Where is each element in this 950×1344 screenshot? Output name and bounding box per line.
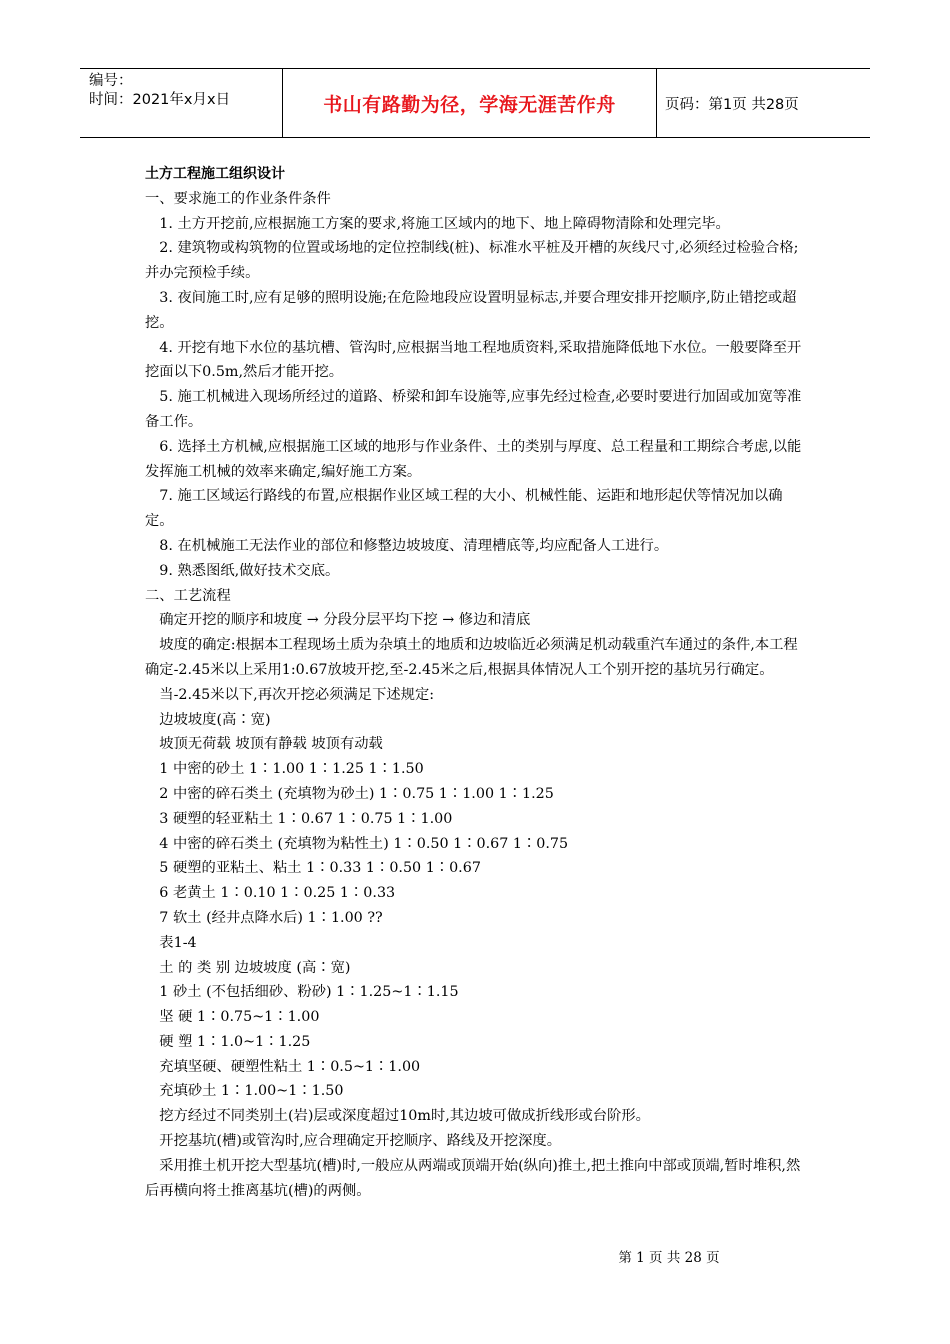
table-line: 1 中密的砂土 1∶1.00 1∶1.25 1∶1.50 (159, 761, 424, 778)
paragraph: 4. 开挖有地下水位的基坑槽、管沟时,应根据当地工程地质资料,采取措施降低地下水位。一般要降至开挖面以下0.5m,然后才能开挖。 (145, 339, 802, 381)
paragraph: 8. 在机械施工无法作业的部位和修整边坡坡度、清理槽底等,均应配备人工进行。 (159, 537, 669, 554)
table-line: 7 软土 (经井点降水后) 1∶1.00 ?? (159, 909, 383, 926)
paragraph: 采用推土机开挖大型基坑(槽)时,一般应从两端或顶端开始(纵向)推土,把土推向中部或顶端,暂时堆积,然后再横向将土推离基坑(槽)的两侧。 (145, 1157, 801, 1199)
document-body (145, 162, 810, 1203)
table-line: 边坡坡度(高∶宽) (159, 711, 271, 728)
table-line: 硬 塑 1∶1.0~1∶1.25 (159, 1033, 311, 1050)
section-heading: 二、工艺流程 (145, 587, 231, 604)
table-line: 充填坚硬、硬塑性粘土 1∶0.5~1∶1.00 (159, 1058, 421, 1075)
paragraph: 9. 熟悉图纸,做好技术交底。 (159, 562, 340, 579)
table-line: 1 砂土 (不包括细砂、粉砂) 1∶1.25~1∶1.15 (159, 984, 459, 1001)
paragraph: 挖方经过不同类别土(岩)层或深度超过10m时,其边坡可做成折线形或台阶形。 (159, 1108, 650, 1125)
page-footer: 第 1 页 共 28 页 (618, 1250, 720, 1266)
table-line: 坚 硬 1∶0.75~1∶1.00 (159, 1009, 320, 1026)
table-line: 2 中密的碎石类土 (充填物为砂土) 1∶0.75 1∶1.00 1∶1.25 (159, 785, 554, 802)
table-caption: 表1-4 (159, 934, 197, 951)
header-page-number: 页码：第1页 共28页 (665, 96, 799, 113)
table-line: 坡顶无荷载 坡顶有静载 坡顶有动载 (159, 736, 383, 753)
paragraph: 当-2.45米以下,再次开挖必须满足下述规定: (159, 686, 435, 703)
table-line: 6 老黄土 1∶0.10 1∶0.25 1∶0.33 (159, 885, 396, 902)
header-motto: 书山有路勤为径，学海无涯苦作舟 (283, 69, 657, 137)
paragraph: 1. 土方开挖前,应根据施工方案的要求,将施工区域内的地下、地上障碍物清除和处理完毕。 (159, 215, 730, 232)
paragraph: 2. 建筑物或构筑物的位置或场地的定位控制线(桩)、标准水平桩及开槽的灰线尺寸,必须经过检验合格;并办完预检手续。 (145, 240, 799, 282)
date-label: 时间：2021年x月x日 (89, 92, 231, 108)
page-header (80, 68, 870, 138)
header-info (80, 69, 283, 137)
table-line: 土 的 类 别 边坡坡度 (高∶宽) (159, 959, 351, 976)
table-line: 3 硬塑的轻亚粘土 1∶0.67 1∶0.75 1∶1.00 (159, 810, 453, 827)
section-heading: 一、要求施工的作业条件条件 (145, 190, 331, 207)
document-id-label: 编号： (89, 73, 133, 89)
document-title: 土方工程施工组织设计 (145, 166, 285, 182)
paragraph: 5. 施工机械进入现场所经过的道路、桥梁和卸车设施等,应事先经过检查,必要时要进行加固或加宽等准备工作。 (145, 389, 802, 430)
paragraph: 坡度的确定:根据本工程现场土质为杂填土的地质和边坡临近必须满足机动载重汽车通过的条件,本工程确定-2.45米以上采用1:0.67放坡开挖,至-2.45米之后,根据具体情况人工个别开挖的基坑另行确定。 (145, 637, 798, 678)
process-flow: 确定开挖的顺序和坡度 → 分段分层平均下挖 → 修边和清底 (159, 612, 531, 629)
table-line: 4 中密的碎石类土 (充填物为粘性土) 1∶0.50 1∶0.67 1∶0.75 (159, 835, 569, 852)
table-line: 5 硬塑的亚粘土、粘土 1∶0.33 1∶0.50 1∶0.67 (159, 860, 481, 877)
paragraph: 6. 选择土方机械,应根据施工区域的地形与作业条件、土的类别与厚度、总工程量和工期综合考虑,以能发挥施工机械的效率来确定,编好施工方案。 (145, 438, 802, 480)
paragraph: 3. 夜间施工时,应有足够的照明设施;在危险地段应设置明显标志,并要合理安排开挖顺序,防止错挖或超挖。 (145, 289, 797, 331)
table-line: 充填砂土 1∶1.00~1∶1.50 (159, 1083, 344, 1100)
paragraph: 开挖基坑(槽)或管沟时,应合理确定开挖顺序、路线及开挖深度。 (159, 1133, 562, 1150)
paragraph: 7. 施工区域运行路线的布置,应根据作业区域工程的大小、机械性能、运距和地形起伏等情况加以确定。 (145, 488, 783, 530)
